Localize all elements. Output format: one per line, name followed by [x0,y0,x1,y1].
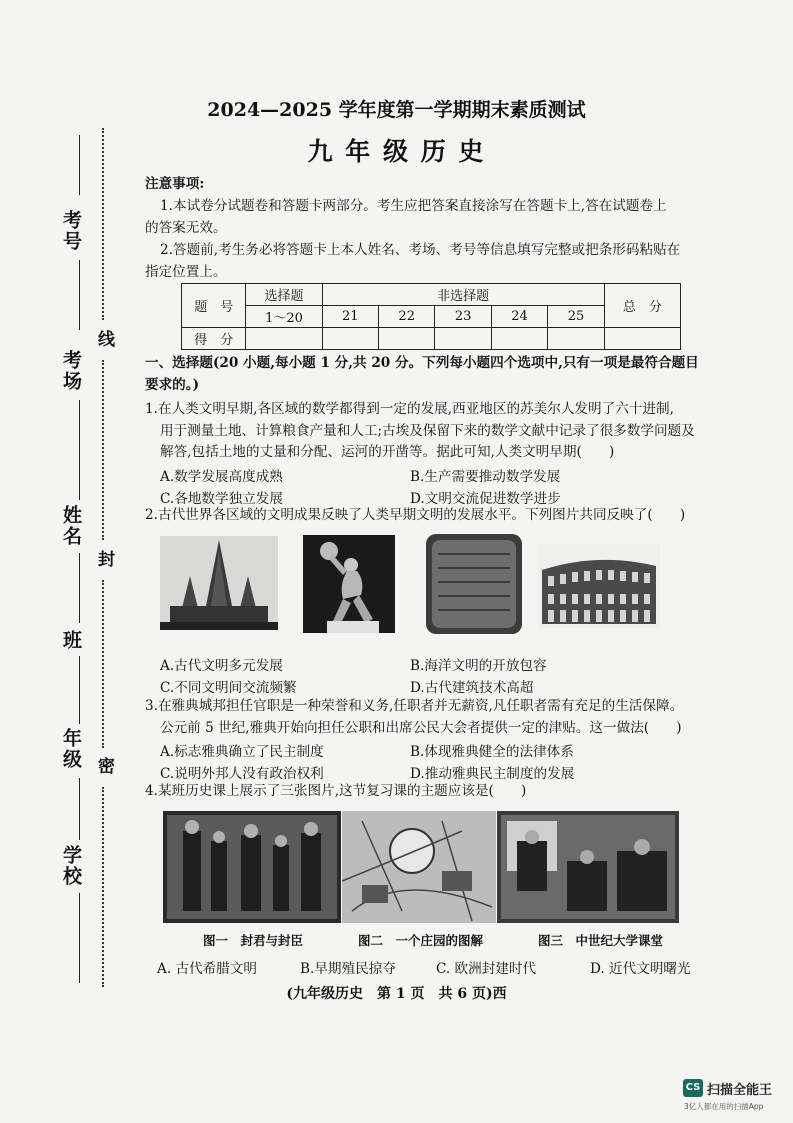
question-1-text: 用于测量土地、计算粮食产量和人工;古埃及保留下来的数学文献中记录了很多数学问题及 [160,423,695,439]
notice-heading: 注意事项: [145,176,205,192]
binding-rule [79,553,80,623]
binding-exam-room-label: 考场 [60,350,82,392]
question-2-text: 2.古代世界各区域的文明成果反映了人类早期文明的发展水平。下列图片共同反映了( ) [145,507,686,523]
section-heading: 一、选择题(20 小题,每小题 1 分,共 20 分。下列每小题四个选项中,只有一项是最符合题目 [145,355,699,371]
question-1-text: 1.在人类文明早期,各区域的数学都得到一定的发展,西亚地区的苏美尔人发明了六十进制, [145,401,674,417]
question-1-option-c: C.各地数学独立发展 [160,491,283,507]
score-cell [604,328,680,350]
question-4-text: 4.某班历史课上展示了三张图片,这节复习课的主题应该是( ) [145,783,527,799]
score-table-total-header: 总 分 [604,284,680,328]
score-cell [378,328,434,350]
question-3-text: 公元前 5 世纪,雅典开始向担任公职和出席公民大会者提供一定的津贴。这一做法( ) [160,720,682,736]
question-2-option-b: B.海洋文明的开放包容 [410,658,547,674]
section-heading-cont: 要求的。) [145,377,200,393]
score-table-col-24: 24 [491,306,547,328]
seal-dotted-line [102,360,104,540]
subject-title: 九 年 级 历 史 [307,137,486,166]
question-3-option-c: C.说明外邦人没有政治权利 [160,766,324,782]
score-table [181,283,681,350]
figure-3-caption: 图三 中世纪大学课堂 [538,933,664,948]
binding-school-label: 学校 [60,845,82,887]
score-cell [246,328,322,350]
question-1-text: 解答,包括土地的丈量和分配、运河的开凿等。据此可知,人类文明早期( ) [160,444,615,460]
notice-item-2-cont: 指定位置上。 [145,264,227,280]
question-1-option-d: D.文明交流促进数学进步 [410,491,561,507]
clay-tablet-photo [426,534,522,634]
binding-rule [79,400,80,500]
score-cell [435,328,491,350]
seal-dotted-line [102,580,104,748]
score-table-col-21: 21 [322,306,378,328]
question-4-option-c: C. 欧洲封建时代 [436,961,537,977]
camscanner-logo-icon: CS [683,1079,703,1097]
score-cell [548,328,604,350]
figure-1-caption: 图一 封君与封臣 [203,933,304,948]
question-3-option-d: D.推动雅典民主制度的发展 [410,766,575,782]
binding-class-label: 班 [60,630,82,651]
question-4-option-a: A. 古代希腊文明 [157,961,258,977]
watermark-name: 扫描全能王 [707,1083,773,1098]
notice-item-1-cont: 的答案无效。 [145,220,227,236]
seal-line-char: 线 [94,330,114,349]
question-2-option-d: D.古代建筑技术高超 [410,680,534,696]
question-3-option-a: A.标志雅典确立了民主制度 [160,744,324,760]
binding-rule [79,893,80,983]
question-4-option-d: D. 近代文明曙光 [590,961,691,977]
notice-item-2: 2.答题前,考生务必将答题卡上本人姓名、考场、考号等信息填写完整或把条形码粘贴在 [160,242,681,258]
seal-dotted-line [102,787,104,987]
score-table-nonchoice-header: 非选择题 [322,284,604,306]
page-footer: (九年级历史 第 1 页 共 6 页)西 [286,986,507,1002]
score-table-choice-header: 选择题 [246,284,322,306]
question-1-option-b: B.生产需要推动数学发展 [410,469,561,485]
question-1-option-a: A.数学发展高度成熟 [160,469,283,485]
score-cell [491,328,547,350]
seal-secret-char: 密 [94,757,114,776]
binding-rule [79,656,80,724]
question-2-option-c: C.不同文明间交流频繁 [160,680,297,696]
question-2-option-a: A.古代文明多元发展 [160,658,283,674]
temple-photo [160,536,278,630]
question-3-text: 3.在雅典城邦担任官职是一种荣誉和义务,任职者并无薪资,凡任职者需有充足的生活保障。 [145,698,684,714]
binding-name-label: 姓名 [60,505,82,547]
manor-diagram-image [342,811,496,923]
medieval-university-image [497,811,679,923]
binding-rule [79,778,80,840]
binding-grade-label: 年级 [60,728,82,770]
question-3-option-b: B.体现雅典健全的法律体系 [410,744,574,760]
discobolus-photo [303,535,395,633]
lord-vassal-image [163,811,341,923]
score-table-col-22: 22 [378,306,434,328]
exam-title: 2024—2025 学年度第一学期期末素质测试 [207,99,586,121]
figure-2-caption: 图二 一个庄园的图解 [358,933,484,948]
notice-item-1: 1.本试卷分试题卷和答题卡两部分。考生应把答案直接涂写在答题卡上,答在试题卷上 [160,198,667,214]
binding-exam-no-label: 考号 [60,210,82,252]
colosseum-photo [538,544,660,628]
score-table-col-25: 25 [548,306,604,328]
watermark-tagline: 3亿人都在用的扫描App [684,1102,764,1111]
score-table-qno-header: 题 号 [182,284,246,328]
score-table-choice-range: 1～20 [246,306,322,328]
score-table-col-23: 23 [435,306,491,328]
question-4-option-b: B.早期殖民掠夺 [300,961,396,977]
score-cell [322,328,378,350]
binding-rule [79,260,80,330]
seal-seal-char: 封 [94,550,114,569]
score-table-score-label: 得 分 [182,328,246,350]
